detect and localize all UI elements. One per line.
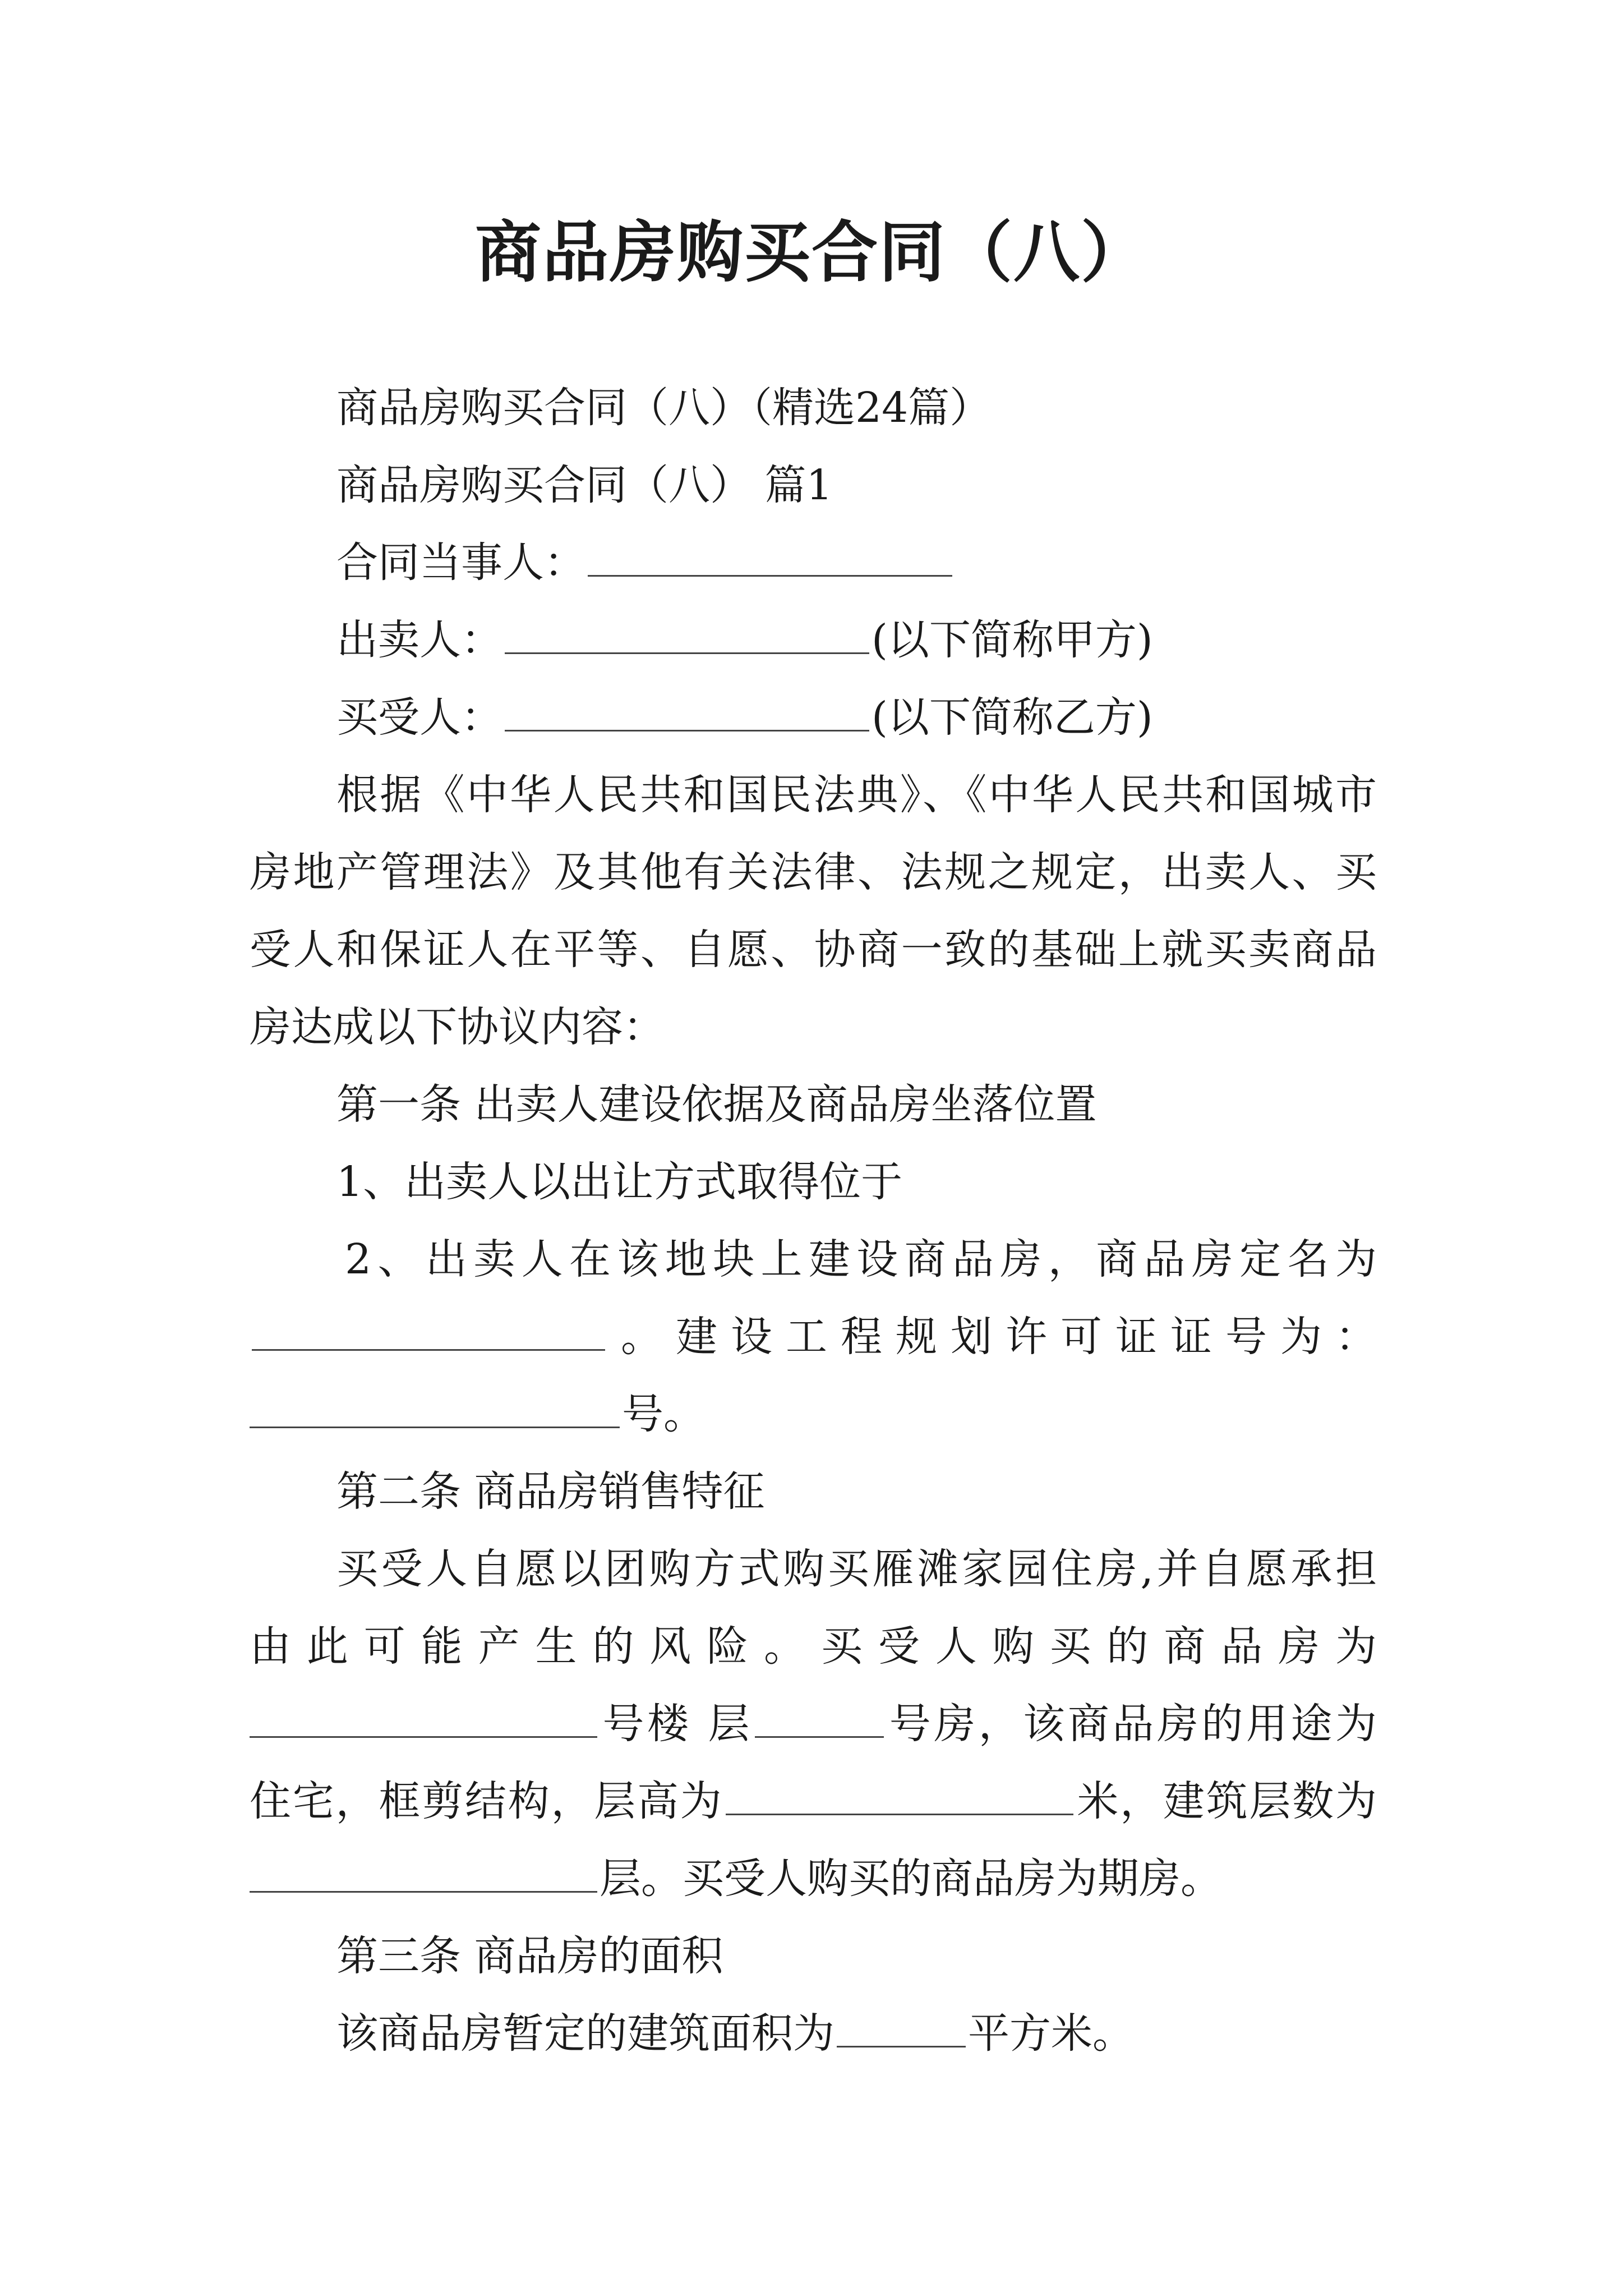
floor-height-blank[interactable]: [726, 1813, 1073, 1815]
buyer-note: (以下简称乙方): [872, 693, 1153, 742]
seller-note: (以下简称甲方): [872, 616, 1153, 664]
basis-line1-text: 根据《中华人民共和国民法典》、《中华人民共和国城市: [336, 771, 1377, 819]
article-2-line2: [250, 1622, 1377, 1671]
article-3-line1: [336, 2009, 1134, 2058]
paragraph-parties: [336, 539, 955, 587]
room-usage-label: 号房，该商品房的用途为: [886, 1700, 1377, 1748]
article-2-line2-text: 由此可能产生的风险。买受人购买的商品房为: [250, 1622, 1377, 1671]
parties-blank[interactable]: [588, 574, 952, 577]
paragraph-subtitle: 商品房购买合同（八）（精选24篇）: [336, 384, 992, 432]
permit-suffix: 号。: [622, 1390, 705, 1438]
project-name-blank[interactable]: [252, 1349, 605, 1351]
parties-label: 合同当事人：: [336, 539, 585, 587]
building-label: 号楼 层: [600, 1700, 753, 1748]
article-2-line4: [250, 1777, 1377, 1825]
paragraph-part-heading: 商品房购买合同（八） 篇1: [336, 461, 833, 509]
article-1-item-2-line3: [250, 1390, 1377, 1438]
permit-number-blank[interactable]: [250, 1426, 620, 1428]
paragraph-basis-line1: [336, 771, 1377, 819]
permit-label: 。建设工程规划许可证证号为：: [607, 1313, 1377, 1361]
article-2-line4-row: [250, 1777, 1377, 1825]
floors-suffix: 层。买受人购买的商品房为期房。: [600, 1855, 1222, 1903]
paragraph-basis-line4: 房达成以下协议内容：: [250, 1003, 665, 1051]
article-1-item-1: 1、出卖人以出让方式取得位于: [336, 1158, 903, 1206]
seller-label: 出卖人：: [336, 616, 502, 664]
article-1-item-2-line1: [345, 1235, 1377, 1283]
document-title: 商品房购买合同（八）: [474, 213, 1148, 291]
floors-label: 米，建筑层数为: [1075, 1777, 1377, 1825]
item-2-line2-row: [250, 1313, 1377, 1361]
paragraph-basis-line3: [250, 926, 1377, 974]
article-1-item-2-line2: [250, 1313, 1377, 1361]
area-unit: 平方米。: [968, 2009, 1134, 2058]
seller-blank[interactable]: [505, 652, 869, 654]
area-blank[interactable]: [837, 2045, 966, 2047]
article-2-line5: [250, 1855, 1377, 1903]
basis-line2-text: 房地产管理法》及其他有关法律、法规之规定，出卖人、买: [250, 848, 1377, 896]
building-number-blank[interactable]: [250, 1736, 597, 1738]
area-label: 该商品房暂定的建筑面积为: [336, 2009, 834, 2058]
article-3-heading: 第三条 商品房的面积: [336, 1932, 723, 1980]
buyer-label: 买受人：: [336, 693, 502, 742]
article-2-line3-row: [250, 1700, 1377, 1748]
article-2-line1: [336, 1545, 1377, 1593]
article-2-line1-text: 买受人自愿以团购方式购买雁滩家园住房,并自愿承担: [336, 1545, 1377, 1593]
paragraph-buyer: [336, 693, 1153, 742]
basis-line3-text: 受人和保证人在平等、自愿、协商一致的基础上就买卖商品: [250, 926, 1377, 974]
article-2-line3: [250, 1700, 1377, 1748]
structure-label: 住宅，框剪结构，层高为: [250, 1777, 723, 1825]
article-1-heading: 第一条 出卖人建设依据及商品房坐落位置: [336, 1080, 1097, 1129]
paragraph-seller: [336, 616, 1153, 664]
buyer-blank[interactable]: [505, 729, 869, 731]
article-2-heading: 第二条 商品房销售特征: [336, 1467, 765, 1516]
room-number-blank[interactable]: [755, 1736, 884, 1738]
item-2-line1-text: 2、出卖人在该地块上建设商品房，商品房定名为: [345, 1235, 1377, 1283]
floor-count-blank[interactable]: [250, 1890, 597, 1893]
paragraph-basis-line2: [250, 848, 1377, 896]
